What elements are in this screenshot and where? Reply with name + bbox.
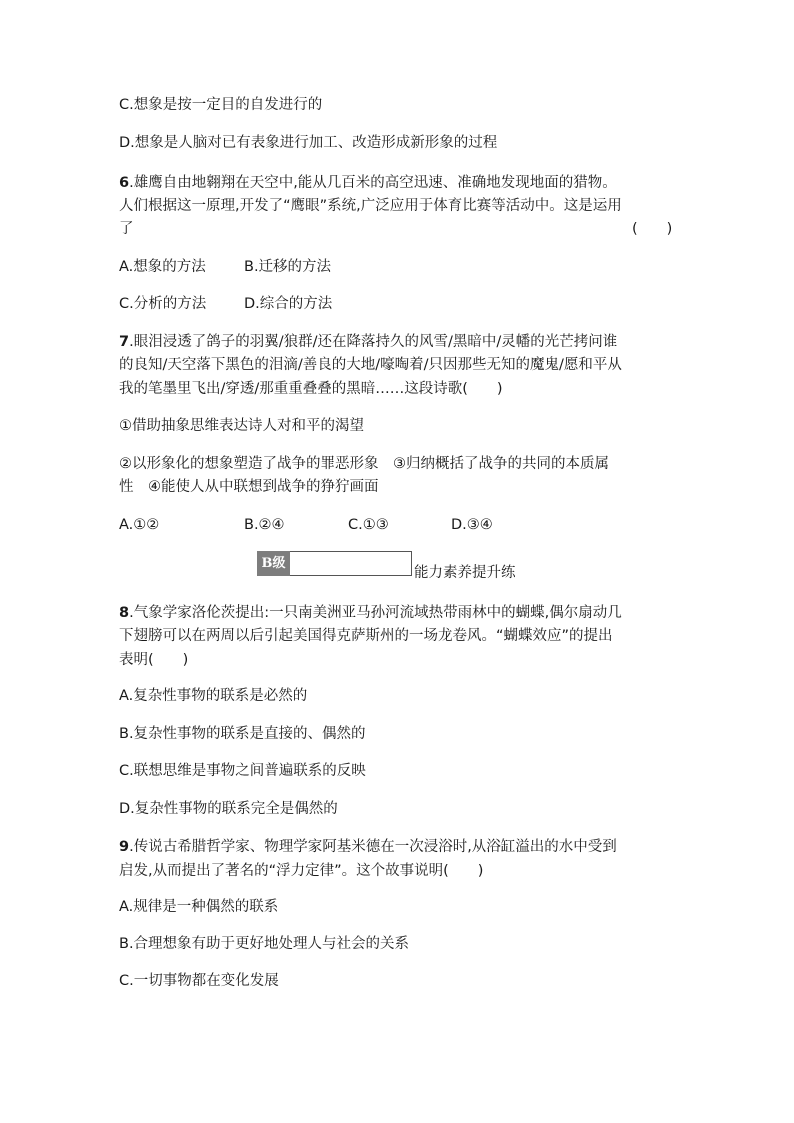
- q8-option-b: B.复杂性事物的联系是直接的、偶然的: [119, 726, 366, 742]
- q7-statement-2-3: ②以形象化的想象塑造了战争的罪恶形象 ③归纳概括了战争的共同的本质属: [119, 456, 609, 472]
- q7-stem-line2: 的良知/天空落下黑色的泪滴/善良的大地/嚎啕着/只因那些无知的魔鬼/愿和平从: [119, 357, 622, 373]
- q7-option-d: D.③④: [451, 517, 493, 533]
- q6-answer-paren: ( ): [632, 221, 673, 237]
- q5-option-c: C.想象是按一定目的自发进行的: [119, 97, 323, 113]
- q9-number: 9: [119, 839, 130, 855]
- q7-number: 7: [119, 334, 130, 350]
- q8-stem-line1: 8.气象学家洛伦茨提出:一只南美洲亚马孙河流域热带雨林中的蝴蝶,偶尔扇动几: [119, 605, 622, 621]
- q7-options: [119, 515, 493, 535]
- q8-stem-line3: 表明( ): [119, 652, 189, 668]
- q8-stem-line2: 下翅膀可以在两周以后引起美国得克萨斯州的一场龙卷风。“蝴蝶效应”的提出: [119, 628, 613, 644]
- q7-stem-line1: 7.眼泪浸透了鸽子的羽翼/狼群/还在降落持久的风雪/黑暗中/灵幡的光芒拷问谁: [119, 334, 618, 350]
- q7-stem-line3: 我的笔墨里飞出/穿透/那重重叠叠的黑暗……这段诗歌( ): [119, 381, 503, 397]
- q5-option-d: D.想象是人脑对已有表象进行加工、改造形成新形象的过程: [119, 135, 498, 151]
- q9-option-c: C.一切事物都在变化发展: [119, 973, 279, 989]
- q9-stem-line2: 启发,从而提出了著名的“浮力定律”。这个故事说明( ): [119, 863, 484, 879]
- q8-number: 8: [119, 605, 130, 621]
- q9-option-b: B.合理想象有助于更好地处理人与社会的关系: [119, 936, 410, 952]
- level-badge: B级: [257, 551, 290, 576]
- level-title: 能力素养提升练: [414, 565, 516, 581]
- q7-statement-3-4: 性 ④能使人从中联想到战争的狰狞画面: [119, 479, 379, 495]
- q6-option-a: A.想象的方法: [119, 259, 206, 275]
- q8-option-c: C.联想思维是事物之间普遍联系的反映: [119, 763, 366, 779]
- q7-option-c: C.①③: [348, 517, 389, 533]
- q6-stem-line1: 6.雄鹰自由地翱翔在天空中,能从几百米的高空迅速、准确地发现地面的猎物。: [119, 175, 617, 191]
- q6-options-row2: [119, 294, 332, 314]
- level-box: [290, 551, 412, 576]
- q6-stem-line3: 了: [119, 221, 134, 237]
- q6-option-c: C.分析的方法: [119, 296, 207, 312]
- q8-option-a: A.复杂性事物的联系是必然的: [119, 688, 308, 704]
- q9-stem-line1: 9.传说古希腊哲学家、物理学家阿基米德在一次浸浴时,从浴缸溢出的水中受到: [119, 839, 617, 855]
- q6-stem-line2: 人们根据这一原理,开发了“鹰眼”系统,广泛应用于体育比赛等活动中。这是运用: [119, 198, 622, 214]
- q6-option-b: B.迁移的方法: [244, 259, 332, 275]
- q9-option-a: A.规律是一种偶然的联系: [119, 899, 279, 915]
- q7-statement-1: ①借助抽象思维表达诗人对和平的渴望: [119, 418, 364, 434]
- q7-option-a: A.①②: [119, 517, 160, 533]
- q8-option-d: D.复杂性事物的联系完全是偶然的: [119, 801, 338, 817]
- q7-option-b: B.②④: [244, 517, 285, 533]
- q6-number: 6: [119, 175, 130, 191]
- q6-option-d: D.综合的方法: [244, 296, 333, 312]
- q6-options-row1: [119, 257, 331, 277]
